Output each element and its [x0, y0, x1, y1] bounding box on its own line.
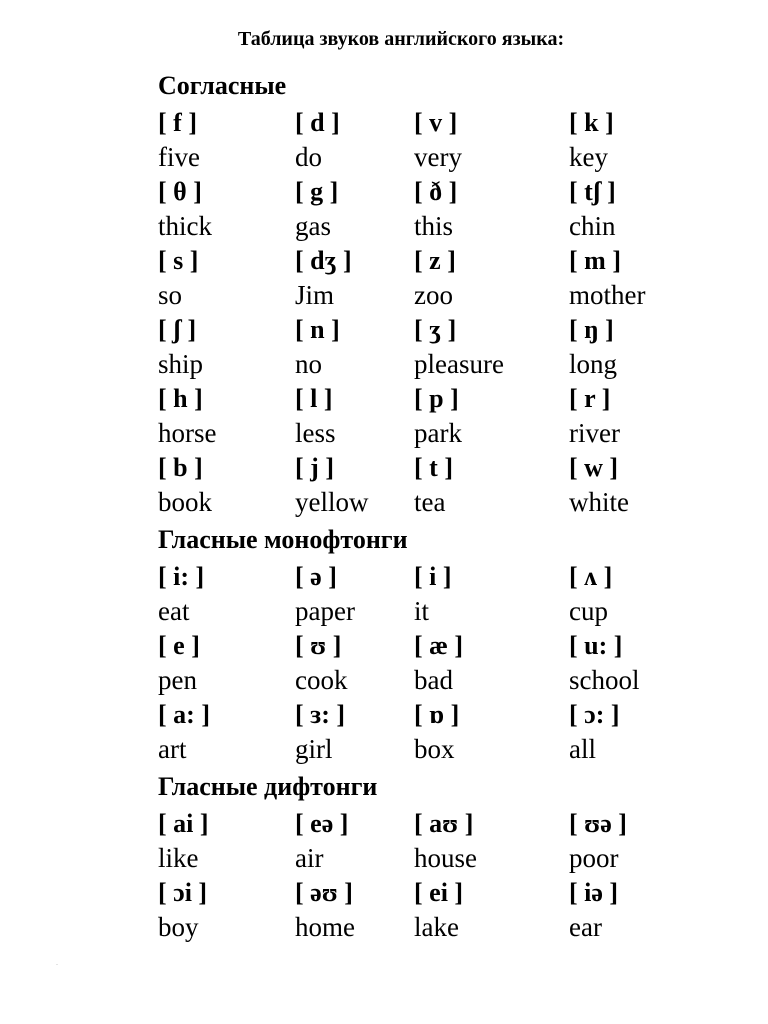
example-word: yellow: [295, 487, 369, 517]
sound-cell: [414, 382, 569, 451]
table-row: [158, 807, 718, 876]
table-row: [158, 175, 718, 244]
phonetic-symbol: [ h ]: [158, 384, 203, 413]
example-word: box: [414, 734, 455, 764]
example-word: white: [569, 487, 629, 517]
phonetic-symbol: [ ə ]: [295, 562, 337, 591]
example-word: eat: [158, 596, 190, 626]
table-row: [158, 244, 718, 313]
phonetic-symbol: [ ʃ ]: [158, 315, 197, 344]
phonetic-symbol: [ n ]: [295, 315, 340, 344]
phonetic-symbol: [ iə ]: [569, 878, 619, 907]
phonetic-symbol: [ ei ]: [414, 878, 464, 907]
example-word: five: [158, 142, 200, 172]
sound-cell: [414, 244, 569, 313]
example-word: gas: [295, 211, 331, 241]
table-row: [158, 560, 718, 629]
example-word: it: [414, 596, 430, 626]
table-row: [158, 876, 718, 945]
sound-cell: [414, 175, 569, 244]
phonetic-symbol: [ e ]: [158, 631, 200, 660]
phonetic-symbol: [ g ]: [295, 177, 339, 206]
section-monophthongs: [158, 520, 718, 767]
example-word: Jim: [295, 280, 335, 310]
sound-cell: [158, 313, 295, 382]
example-word: pleasure: [414, 349, 504, 379]
phonetic-symbol: [ m ]: [569, 246, 621, 275]
sound-cell: [569, 313, 718, 382]
phonetic-symbol: [ k ]: [569, 108, 614, 137]
example-word: house: [414, 843, 477, 873]
table-row: [158, 698, 718, 767]
phonetic-symbol: [ eə ]: [295, 809, 349, 838]
sound-cell: [569, 807, 718, 876]
sound-cell: [569, 560, 718, 629]
phonetic-symbol: [ ʒ ]: [414, 315, 457, 344]
sound-cell: [569, 876, 718, 945]
example-word: zoo: [414, 280, 453, 310]
phonetic-symbol: [ ɜ: ]: [295, 700, 346, 729]
sound-cell: [414, 876, 569, 945]
sound-cell: [158, 876, 295, 945]
table-row: [158, 629, 718, 698]
example-word: ear: [569, 912, 602, 942]
sound-cell: [158, 382, 295, 451]
section-heading: Согласные: [158, 71, 287, 100]
sound-table: [158, 66, 718, 945]
example-word: all: [569, 734, 596, 764]
sound-cell: [569, 244, 718, 313]
example-word: boy: [158, 912, 199, 942]
example-word: book: [158, 487, 212, 517]
phonetic-symbol: [ tʃ ]: [569, 177, 616, 206]
example-word: less: [295, 418, 336, 448]
example-word: tea: [414, 487, 446, 517]
sound-cell: [158, 698, 295, 767]
table-row: [158, 382, 718, 451]
example-word: chin: [569, 211, 616, 241]
phonetic-symbol: [ z ]: [414, 246, 456, 275]
example-word: pen: [158, 665, 197, 695]
table-row: [158, 313, 718, 382]
example-word: very: [414, 142, 462, 172]
phonetic-symbol: [ i ]: [414, 562, 452, 591]
sound-cell: [569, 106, 718, 175]
sound-cell: [158, 106, 295, 175]
sound-cell: [295, 382, 414, 451]
sound-cell: [414, 106, 569, 175]
example-word: thick: [158, 211, 212, 241]
phonetic-symbol: [ ʌ ]: [569, 562, 613, 591]
phonetic-symbol: [ ai ]: [158, 809, 209, 838]
sound-cell: [295, 629, 414, 698]
phonetic-symbol: [ æ ]: [414, 631, 464, 660]
phonetic-symbol: [ w ]: [569, 453, 619, 482]
phonetic-symbol: [ ð ]: [414, 177, 458, 206]
sound-cell: [158, 175, 295, 244]
phonetic-symbol: [ d ]: [295, 108, 340, 137]
sound-cell: [569, 451, 718, 520]
sound-cell: [158, 560, 295, 629]
sound-cell: [569, 175, 718, 244]
table-row: [158, 451, 718, 520]
phonetic-symbol: [ ʊ ]: [295, 631, 342, 660]
phonetic-symbol: [ r ]: [569, 384, 611, 413]
sound-cell: [414, 451, 569, 520]
section-heading: Гласные дифтонги: [158, 772, 378, 801]
sound-cell: [414, 313, 569, 382]
phonetic-symbol: [ ʊə ]: [569, 809, 627, 838]
example-word: key: [569, 142, 608, 172]
example-word: cook: [295, 665, 348, 695]
phonetic-symbol: [ ɔ: ]: [569, 700, 620, 729]
example-word: cup: [569, 596, 608, 626]
example-word: horse: [158, 418, 217, 448]
sound-cell: [569, 629, 718, 698]
example-word: home: [295, 912, 355, 942]
example-word: park: [414, 418, 462, 448]
sound-cell: [158, 451, 295, 520]
example-word: so: [158, 280, 183, 310]
example-word: art: [158, 734, 187, 764]
phonetic-symbol: [ əʊ ]: [295, 878, 353, 907]
example-word: this: [414, 211, 454, 241]
example-word: river: [569, 418, 620, 448]
example-word: air: [295, 843, 324, 873]
sound-cell: [295, 313, 414, 382]
phonetic-symbol: [ s ]: [158, 246, 199, 275]
phonetic-symbol: [ b ]: [158, 453, 203, 482]
sound-cell: [295, 807, 414, 876]
phonetic-symbol: [ j ]: [295, 453, 334, 482]
example-word: mother: [569, 280, 646, 310]
sound-cell: [295, 451, 414, 520]
example-word: ship: [158, 349, 204, 379]
sound-cell: [414, 698, 569, 767]
sound-cell: [295, 698, 414, 767]
example-word: lake: [414, 912, 459, 942]
example-word: bad: [414, 665, 453, 695]
phonetic-symbol: [ ŋ ]: [569, 315, 614, 344]
sound-cell: [295, 106, 414, 175]
section-heading: Гласные монофтонги: [158, 525, 408, 554]
document-title: Таблица звуков английского языка:: [237, 28, 565, 50]
section-diphthongs: [158, 767, 718, 945]
example-word: paper: [295, 596, 355, 626]
phonetic-symbol: [ i: ]: [158, 562, 205, 591]
sound-cell: [414, 807, 569, 876]
phonetic-symbol: [ l ]: [295, 384, 333, 413]
sound-cell: [295, 876, 414, 945]
sound-cell: [295, 560, 414, 629]
phonetic-symbol: [ a: ]: [158, 700, 210, 729]
phonetic-symbol: [ ɔi ]: [158, 878, 208, 907]
sound-cell: [158, 807, 295, 876]
sound-cell: [295, 244, 414, 313]
example-word: poor: [569, 843, 619, 873]
phonetic-symbol: [ ɒ ]: [414, 700, 460, 729]
section-consonants: [158, 66, 718, 520]
sound-cell: [569, 698, 718, 767]
sound-cell: [295, 175, 414, 244]
phonetic-symbol: [ dʒ ]: [295, 246, 352, 275]
sound-cell: [569, 382, 718, 451]
sound-cell: [414, 629, 569, 698]
phonetic-symbol: [ aʊ ]: [414, 809, 474, 838]
example-word: no: [295, 349, 322, 379]
phonetic-symbol: [ p ]: [414, 384, 459, 413]
phonetic-symbol: [ θ ]: [158, 177, 202, 206]
phonetic-symbol: [ t ]: [414, 453, 453, 482]
sound-cell: [158, 629, 295, 698]
phonetic-symbol: [ u: ]: [569, 631, 623, 660]
sound-cell: [414, 560, 569, 629]
example-word: girl: [295, 734, 333, 764]
sound-cell: [158, 244, 295, 313]
example-word: school: [569, 665, 640, 695]
example-word: like: [158, 843, 199, 873]
example-word: do: [295, 142, 322, 172]
footer-dot: .: [56, 958, 58, 967]
phonetic-symbol: [ v ]: [414, 108, 458, 137]
phonetic-symbol: [ f ]: [158, 108, 197, 137]
example-word: long: [569, 349, 618, 379]
table-row: [158, 106, 718, 175]
